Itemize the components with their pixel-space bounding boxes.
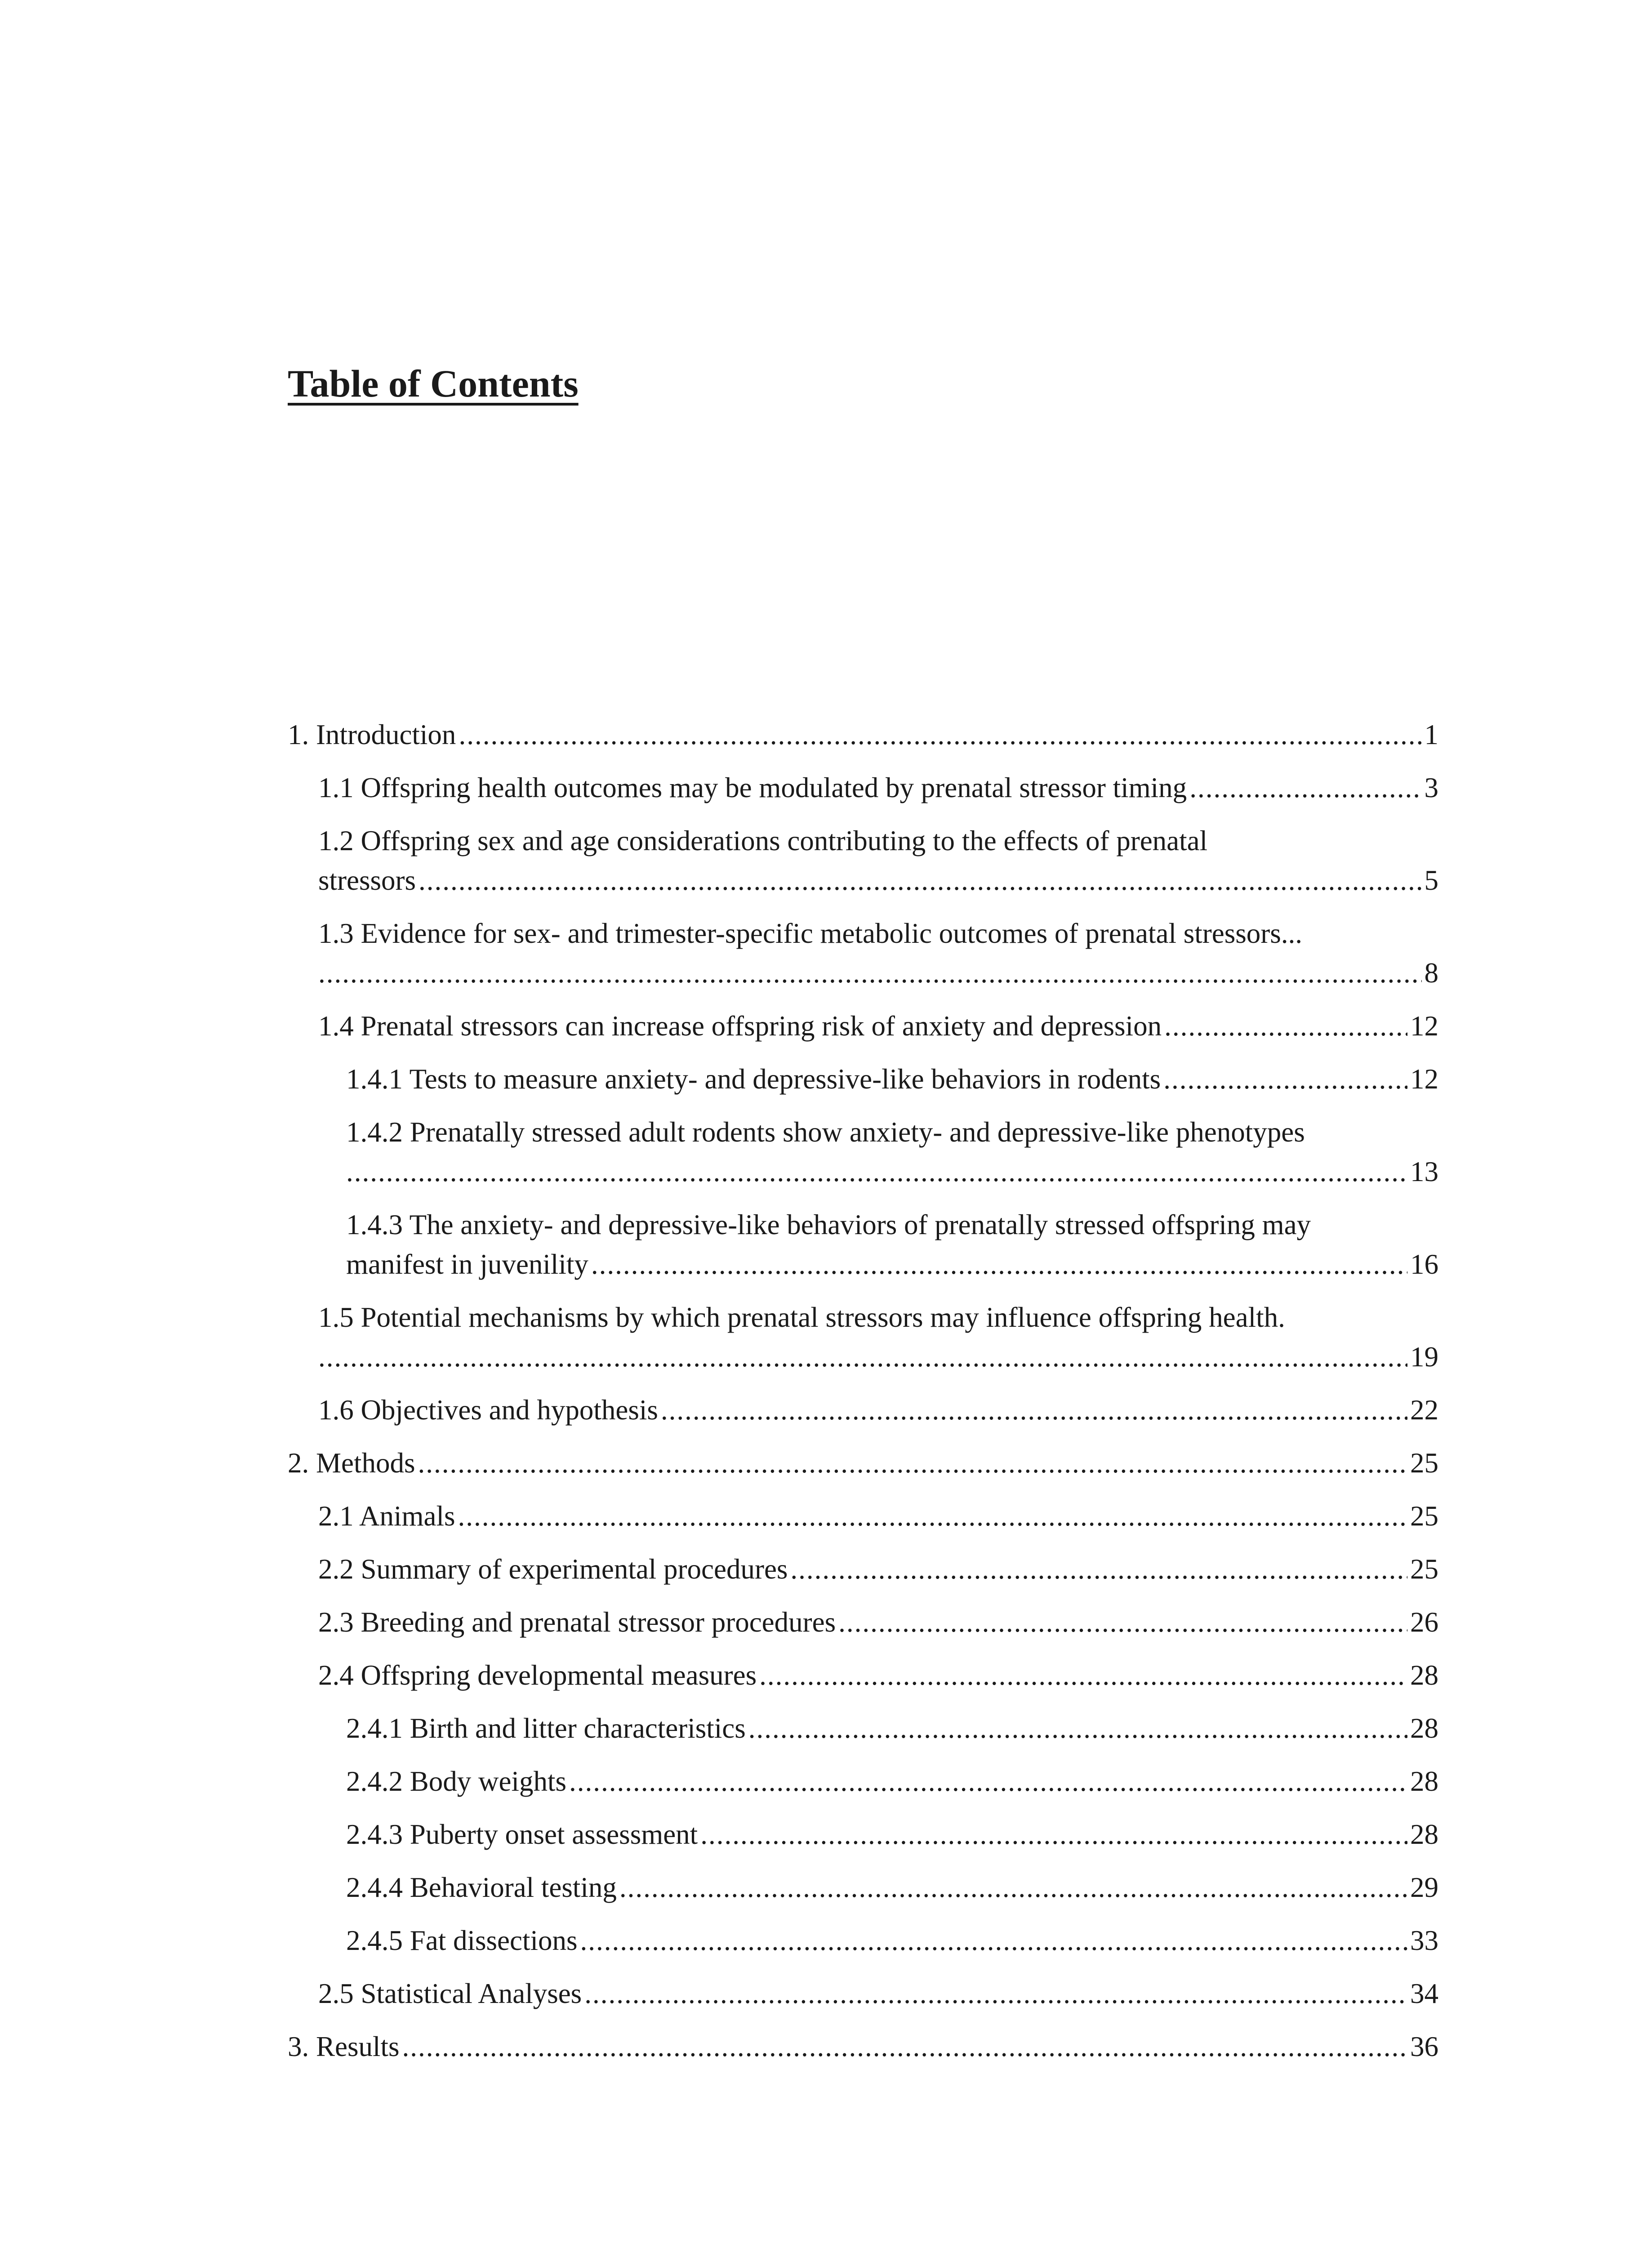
dot-leader (661, 1390, 1407, 1430)
dot-leader (318, 1337, 1407, 1377)
toc-entry-title: 2. Methods (288, 1447, 415, 1479)
dot-leader (700, 1815, 1407, 1854)
dot-leader (759, 1655, 1407, 1695)
toc-page-number: 5 (1424, 865, 1438, 896)
toc-entry-title: 1.4 Prenatal stressors can increase offspring risk of anxiety and depression (318, 1010, 1162, 1042)
toc-entry-title: 2.4.5 Fat dissections (346, 1925, 578, 1956)
toc-entry-1-4-1[interactable] (288, 1059, 1438, 1099)
toc-entry-title: 2.5 Statistical Analyses (318, 1978, 582, 2009)
dot-leader (1189, 768, 1421, 807)
toc-entry-title: 1. Introduction (288, 719, 456, 750)
toc-page-number: 13 (1410, 1156, 1438, 1187)
toc-entry-2-4-4[interactable] (288, 1868, 1438, 1907)
toc-page-number: 8 (1424, 957, 1438, 989)
toc-page-number: 12 (1410, 1010, 1438, 1042)
toc-entry-2-4-5[interactable] (288, 1921, 1438, 1960)
toc-entry-title: 2.4 Offspring developmental measures (318, 1659, 757, 1691)
toc-page-number: 33 (1410, 1925, 1438, 1956)
toc-entry-2-5[interactable] (288, 1974, 1438, 2013)
dot-leader (418, 1443, 1408, 1483)
dot-leader (580, 1921, 1408, 1960)
toc-page-number: 28 (1410, 1766, 1438, 1797)
toc-entry-title: 1.1 Offspring health outcomes may be modulated by prenatal stressor timing (318, 772, 1187, 803)
dot-leader (619, 1868, 1407, 1907)
toc-entry-title: 1.3 Evidence for sex- and trimester-specific metabolic outcomes of prenatal stressors... (318, 918, 1302, 949)
toc-page-number: 25 (1410, 1553, 1438, 1585)
dot-leader (748, 1708, 1407, 1748)
toc-entry-title: 1.6 Objectives and hypothesis (318, 1394, 658, 1426)
toc-entry-1-4-2[interactable] (288, 1112, 1438, 1191)
toc-entry-title: 1.5 Potential mechanisms by which prenatal stressors may influence offspring health. (318, 1302, 1285, 1333)
toc-entry-title: 3. Results (288, 2031, 400, 2062)
toc-entry-1-2[interactable] (288, 821, 1438, 900)
dot-leader (419, 861, 1422, 900)
dot-leader (1163, 1059, 1407, 1099)
toc-entry-title: 2.4.4 Behavioral testing (346, 1872, 617, 1903)
toc-entry-1-4-3[interactable] (288, 1205, 1438, 1284)
dot-leader (402, 2027, 1407, 2066)
toc-entry-1-4[interactable] (288, 1006, 1438, 1046)
toc-page-number: 3 (1424, 772, 1438, 803)
toc-entry-results[interactable] (288, 2027, 1438, 2066)
toc-entry-1-1[interactable] (288, 768, 1438, 807)
toc-page-number: 28 (1410, 1819, 1438, 1850)
toc-entry-title-continued: manifest in juvenility (346, 1249, 588, 1280)
toc-entry-title: 2.4.3 Puberty onset assessment (346, 1819, 698, 1850)
dot-leader (318, 953, 1422, 993)
dot-leader (838, 1602, 1407, 1642)
table-of-contents (288, 715, 1438, 2080)
toc-entry-title: 2.4.2 Body weights (346, 1766, 567, 1797)
toc-entry-title: 2.3 Breeding and prenatal stressor procedures (318, 1606, 836, 1638)
toc-entry-title: 2.4.1 Birth and litter characteristics (346, 1713, 746, 1744)
dot-leader (591, 1244, 1407, 1284)
toc-page-number: 1 (1424, 719, 1438, 750)
toc-entry-title-continued: stressors (318, 865, 416, 896)
dot-leader (458, 1496, 1407, 1536)
toc-entry-1-5[interactable] (288, 1298, 1438, 1377)
dot-leader (790, 1549, 1407, 1589)
toc-entry-title: 1.2 Offspring sex and age considerations contributing to the effects of prenatal (318, 825, 1208, 856)
toc-entry-2-2[interactable] (288, 1549, 1438, 1589)
toc-entry-2-4-1[interactable] (288, 1708, 1438, 1748)
toc-page-number: 22 (1410, 1394, 1438, 1426)
dot-leader (346, 1152, 1407, 1191)
dot-leader (1164, 1006, 1407, 1046)
toc-page-number: 16 (1410, 1249, 1438, 1280)
toc-entry-2-1[interactable] (288, 1496, 1438, 1536)
toc-entry-title: 1.4.3 The anxiety- and depressive-like behaviors of prenatally stressed offspring may (346, 1209, 1311, 1240)
toc-page-number: 28 (1410, 1659, 1438, 1691)
toc-page-number: 28 (1410, 1713, 1438, 1744)
dot-leader (569, 1762, 1407, 1801)
toc-page-number: 34 (1410, 1978, 1438, 2009)
toc-entry-1-6[interactable] (288, 1390, 1438, 1430)
toc-entry-introduction[interactable] (288, 715, 1438, 754)
toc-entry-title: 1.4.2 Prenatally stressed adult rodents show anxiety- and depressive-like phenotypes (346, 1116, 1305, 1148)
toc-page-number: 26 (1410, 1606, 1438, 1638)
toc-entry-title: 1.4.1 Tests to measure anxiety- and depressive-like behaviors in rodents (346, 1063, 1161, 1095)
toc-page-number: 25 (1410, 1500, 1438, 1532)
toc-entry-2-4-2[interactable] (288, 1762, 1438, 1801)
toc-page-number: 25 (1410, 1447, 1438, 1479)
toc-entry-2-4[interactable] (288, 1655, 1438, 1695)
page-title: Table of Contents (288, 362, 579, 405)
toc-page-number: 36 (1410, 2031, 1438, 2062)
toc-page-number: 19 (1410, 1341, 1438, 1373)
toc-page-number: 29 (1410, 1872, 1438, 1903)
toc-page-number: 12 (1410, 1063, 1438, 1095)
toc-entry-title: 2.1 Animals (318, 1500, 455, 1532)
toc-entry-2-3[interactable] (288, 1602, 1438, 1642)
toc-entry-title: 2.2 Summary of experimental procedures (318, 1553, 788, 1585)
toc-entry-methods[interactable] (288, 1443, 1438, 1483)
dot-leader (459, 715, 1421, 754)
dot-leader (584, 1974, 1407, 2013)
toc-entry-1-3[interactable] (288, 914, 1438, 993)
toc-entry-2-4-3[interactable] (288, 1815, 1438, 1854)
